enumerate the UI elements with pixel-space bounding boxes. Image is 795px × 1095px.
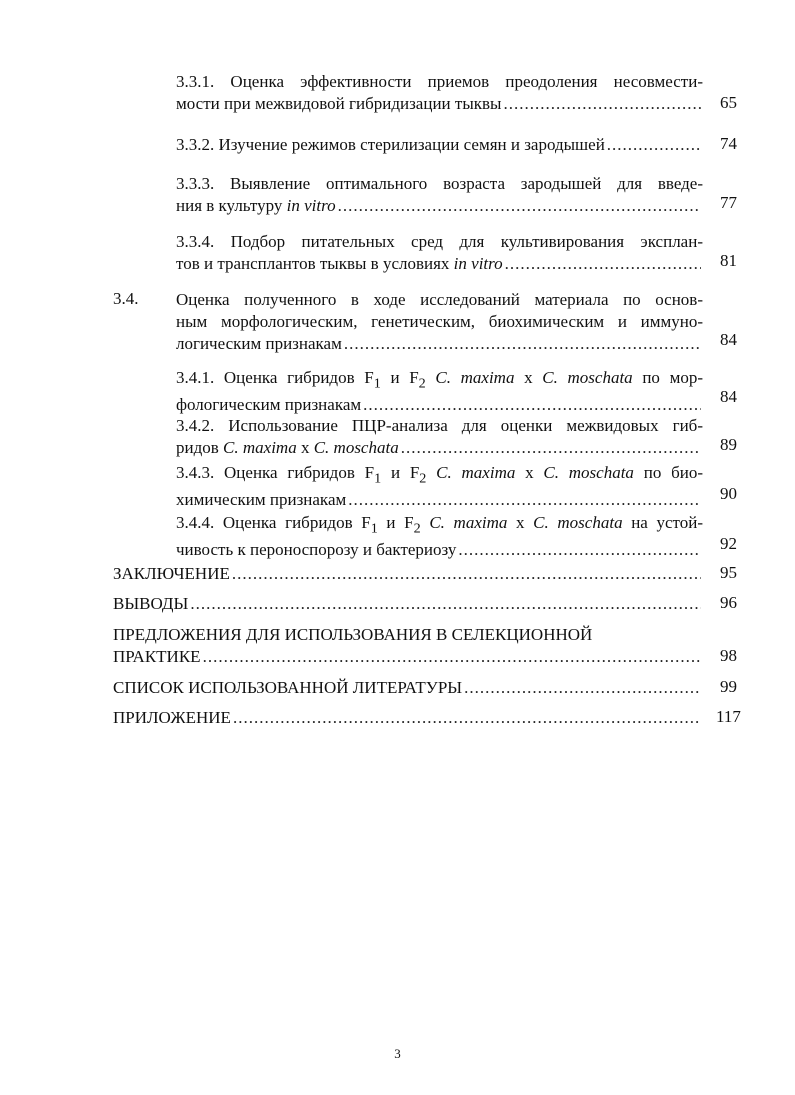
toc-entry-3-4-2	[176, 415, 703, 459]
toc-entry-line: 3.4.3. Оценка гибридов $F_1$ и $F_2$ C. maxima х C. moschata по био-	[176, 463, 703, 487]
toc-page-number: 90	[720, 484, 737, 503]
toc-entry-line	[113, 593, 703, 615]
toc-entry-line: 3.3.3. Выявление оптимального возраста зародышей для введе-	[176, 174, 703, 193]
footer-page-number: 3	[394, 1046, 401, 1061]
toc-entry-text: логическим признакам	[176, 334, 342, 353]
toc-page-number: 74	[720, 134, 737, 153]
dot-leader	[190, 593, 701, 615]
dot-leader	[344, 333, 701, 355]
toc-entry-line: 3.4.2. Использование ПЦР-анализа для оценки межвидовых гиб-	[176, 416, 703, 435]
toc-entry-appendix	[113, 707, 703, 729]
toc-entry-proposals	[113, 624, 703, 668]
toc-entry-3-4-1	[176, 367, 703, 416]
dot-leader	[458, 539, 701, 561]
toc-entry-line	[176, 195, 703, 217]
dot-leader	[401, 437, 701, 459]
toc-entry-3-4-3	[176, 462, 703, 511]
toc-entry-conclusion	[113, 563, 703, 585]
toc-page-number: 96	[720, 593, 737, 612]
toc-entry-line	[113, 707, 703, 729]
toc-entry-text: тов и трансплантов тыквы в условиях in vitro	[176, 254, 503, 273]
toc-page-number: 81	[720, 251, 737, 270]
toc-entry-text: СПИСОК ИСПОЛЬЗОВАННОЙ ЛИТЕРАТУРЫ	[113, 678, 463, 697]
toc-page-number: 84	[720, 387, 737, 406]
dot-leader	[607, 134, 701, 156]
toc-entry-line	[176, 437, 703, 459]
toc-entry-line: 3.3.4. Подбор питательных сред для культивирования эксплан-	[176, 232, 703, 251]
toc-entry-3-4-4	[176, 512, 703, 561]
toc-entry-line	[113, 563, 703, 585]
dot-leader	[203, 646, 701, 668]
toc-entry-text: фологическим признакам	[176, 395, 362, 415]
toc-entry-3-3-4	[176, 231, 703, 275]
toc-entry-3-3-2	[176, 134, 703, 156]
toc-entry-text: ридов C. maxima х C. moschata	[176, 438, 399, 457]
toc-entry-line: 3.3.1. Оценка эффективности приемов преодоления несовмести-	[176, 72, 703, 91]
toc-entry-3-4	[176, 289, 703, 355]
toc-entry-text: ЗАКЛЮЧЕНИЕ	[113, 564, 230, 583]
toc-entry-line	[176, 93, 703, 115]
toc-page-number: 99	[720, 677, 737, 696]
toc-entry-line	[176, 394, 703, 416]
dot-leader	[338, 195, 701, 217]
toc-page-number: 95	[720, 563, 737, 582]
toc-entry-line	[176, 333, 703, 355]
toc-entry-3-3-3	[176, 173, 703, 217]
toc-entry-text: 3.3.2. Изучение режимов стерилизации семян и зародышей	[176, 135, 605, 154]
toc-entry-text: ПРАКТИКЕ	[113, 647, 201, 666]
toc-entry-line	[113, 677, 703, 699]
toc-page-number: 98	[720, 646, 737, 665]
toc-page-number: 77	[720, 193, 737, 212]
toc-entry-line: Оценка полученного в ходе исследований материала по основ-	[176, 290, 703, 309]
toc-entry-line	[176, 489, 703, 511]
toc-entry-text: чивость к пероноспорозу и бактериозу	[176, 540, 457, 560]
toc-entry-line	[113, 646, 703, 668]
dot-leader	[348, 489, 701, 511]
toc-entry-findings	[113, 593, 703, 615]
toc-page-number: 65	[720, 93, 737, 112]
toc-page-number: 89	[720, 435, 737, 454]
toc-entry-line: 3.4.4. Оценка гибридов $F_1$ и $F_2$ C. maxima х C. moschata на устой-	[176, 513, 703, 537]
toc-entry-line	[176, 253, 703, 275]
toc-entry-3-3-1	[176, 71, 703, 115]
toc-entry-text: химическим признакам	[176, 490, 347, 510]
dot-leader	[464, 677, 701, 699]
dot-leader	[233, 707, 701, 729]
toc-entry-line	[176, 134, 703, 156]
toc-entry-line: ным морфологическим, генетическим, биохимическим и иммуно-	[176, 312, 703, 331]
dot-leader	[503, 93, 701, 115]
toc-entry-text: ния в культуру in vitro	[176, 196, 336, 215]
toc-page-number: 84	[720, 330, 737, 349]
toc-entry-text: ПРИЛОЖЕНИЕ	[113, 708, 231, 727]
toc-section-number: 3.4.	[113, 289, 139, 308]
dot-leader	[363, 394, 701, 416]
toc-page-number: 117	[716, 707, 741, 726]
dot-leader	[232, 563, 701, 585]
dot-leader	[505, 253, 701, 275]
toc-entry-line	[176, 539, 703, 561]
toc-entry-references	[113, 677, 703, 699]
toc-entry-line: ПРЕДЛОЖЕНИЯ ДЛЯ ИСПОЛЬЗОВАНИЯ В СЕЛЕКЦИОННОЙ	[113, 625, 593, 644]
toc-entry-text: мости при межвидовой гибридизации тыквы	[176, 94, 502, 113]
toc-entry-line: 3.4.1. Оценка гибридов $F_1$ и $F_2$ C. maxima х C. moschata по мор-	[176, 368, 703, 392]
toc-page-number: 92	[720, 534, 737, 553]
toc-entry-text: ВЫВОДЫ	[113, 594, 189, 613]
